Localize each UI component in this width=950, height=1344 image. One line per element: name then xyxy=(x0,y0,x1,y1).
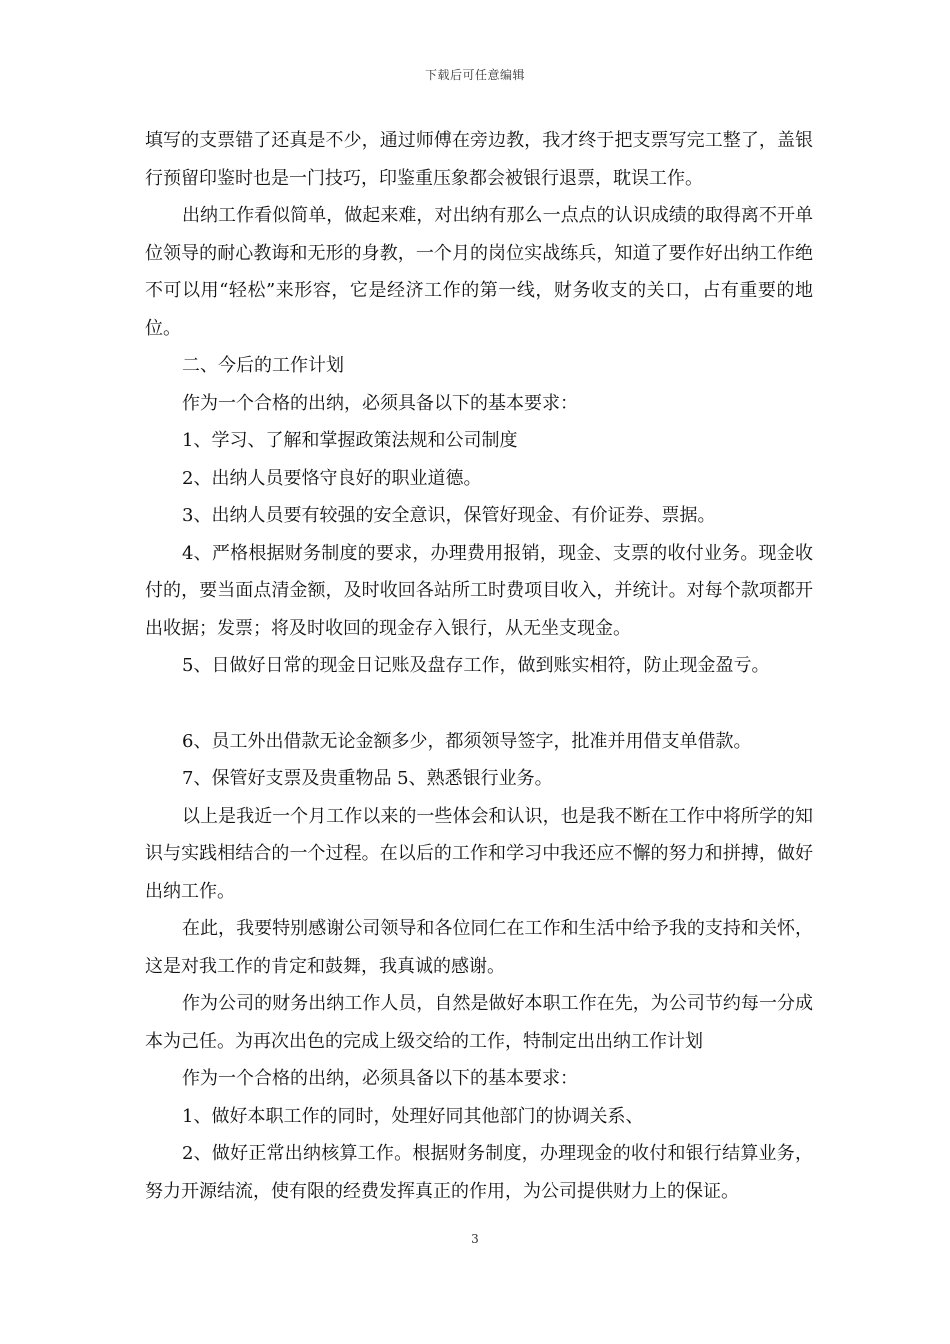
page-number: 3 xyxy=(471,1232,479,1246)
list-item-6: 6、员工外出借款无论金额多少，都须领导签字，批准并用借支单借款。 xyxy=(182,730,752,752)
list-item-7: 7、保管好支票及贵重物品 5、熟悉银行业务。 xyxy=(182,768,553,789)
paragraph-2: 出纳工作看似简单，做起来难，对出纳有那么一点点的认识成绩的取得离不开单位领导的耐心教诲和无形的身教，一个月的岗位实战练兵，知道了要作好出纳工作绝不可以用“轻松”来形容，它是经济工作的第一线，财务收支的关口，占有重要的地位。 xyxy=(145,205,813,339)
list-item-4: 4、严格根据财务制度的要求，办理费用报销，现金、支票的收付业务。现金收付的，要当面点清金额，及时收回各站所工时费项目收入，并统计。对每个款项都开出收据；发票；将及时收回的现金存入银行，从无坐支现金。 xyxy=(145,542,813,639)
section-heading-work-plan: 二、今后的工作计划 xyxy=(182,355,344,376)
list-item-3: 3、出纳人员要有较强的安全意识，保管好现金、有价证券、票据。 xyxy=(182,505,716,526)
list-item-1: 1、学习、了解和掌握政策法规和公司制度 xyxy=(182,430,518,451)
paragraph-summary: 以上是我近一个月工作以来的一些体会和认识，也是我不断在工作中将所学的知识与实践相结合的一个过程。在以后的工作和学习中我还应不懈的努力和拼搏，做好出纳工作。 xyxy=(145,805,813,902)
paragraph-1: 填写的支票错了还真是不少，通过师傅在旁边教，我才终于把支票写完工整了，盖银行预留印鉴时也是一门技巧，印鉴重压象都会被银行退票，耽误工作。 xyxy=(145,130,813,189)
plan-item-1: 1、做好本职工作的同时，处理好同其他部门的协调关系、 xyxy=(182,1105,644,1127)
document-body xyxy=(145,122,813,1210)
page-header: 下载后可任意编辑 xyxy=(424,68,525,82)
paragraph-requirements: 作为一个合格的出纳，必须具备以下的基本要求： xyxy=(182,1068,578,1089)
list-item-2: 2、出纳人员要恪守良好的职业道德。 xyxy=(182,467,482,489)
plan-item-2: 2、做好正常出纳核算工作。根据财务制度，办理现金的收付和银行结算业务，努力开源结流，使有限的经费发挥真正的作用，为公司提供财力上的保证。 xyxy=(145,1143,813,1202)
paragraph-plan-intro: 作为公司的财务出纳工作人员，自然是做好本职工作在先，为公司节约每一分成本为己任。为再次出色的完成上级交给的工作，特制定出出纳工作计划 xyxy=(145,993,813,1052)
list-item-5: 5、日做好日常的现金日记账及盘存工作，做到账实相符，防止现金盈亏。 xyxy=(182,655,770,676)
paragraph-4: 作为一个合格的出纳，必须具备以下的基本要求： xyxy=(182,392,578,414)
blank-line xyxy=(145,685,813,723)
paragraph-thanks: 在此，我要特别感谢公司领导和各位同仁在工作和生活中给予我的支持和关怀，这是对我工作的肯定和鼓舞，我真诚的感谢。 xyxy=(145,918,813,977)
